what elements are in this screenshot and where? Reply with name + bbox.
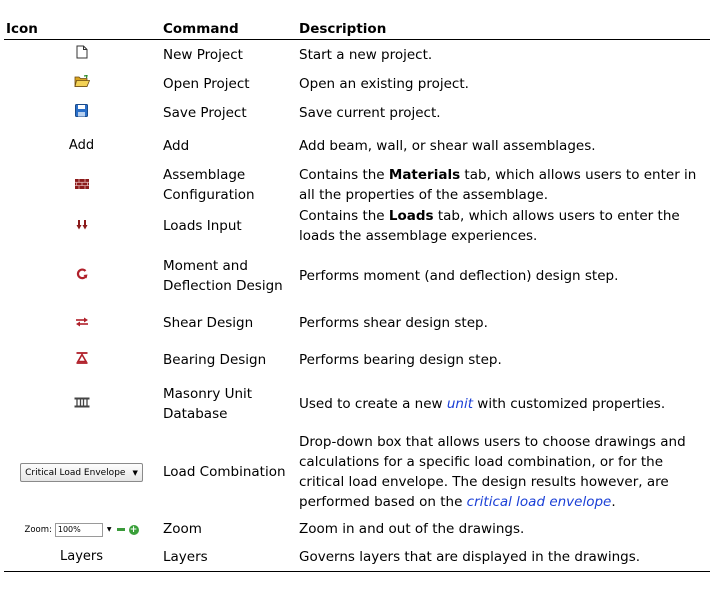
critical-load-envelope-link[interactable]: critical load envelope [466,493,612,510]
description-cell: Zoom in and out of the drawings. [299,520,525,537]
command-cell: Loads Input [163,217,242,234]
zoom-label: Zoom: [24,524,52,535]
command-cell: Load Combination [163,463,286,480]
chevron-down-icon[interactable]: ▼ [106,525,112,533]
description-cell: Contains the Materials tab, which allows users to enter in all the properties of the assemblage. [299,167,697,203]
table-row [4,206,710,246]
header-icon: Icon [6,21,38,37]
command-table [4,0,710,572]
description-cell: Save current project. [299,104,441,121]
table-row [4,379,710,429]
command-cell: Layers [163,548,208,565]
masonry-unit-icon[interactable] [74,394,90,414]
table-row [4,70,710,98]
description-cell: Used to create a new unit with customized properties. [299,395,666,412]
down-arrows-icon[interactable] [76,216,88,236]
table-row [4,306,710,341]
description-cell: Performs bearing design step. [299,351,502,368]
chevron-down-icon: ▼ [132,468,138,477]
command-cell: Moment and Deflection Design [163,257,283,294]
table-header-row [4,0,710,40]
command-cell: Zoom [163,520,202,537]
table-row [4,128,710,165]
description-cell: Performs shear design step. [299,315,488,331]
open-folder-icon[interactable] [74,74,90,94]
command-cell: Add [163,138,190,154]
description-cell: Open an existing project. [299,75,469,92]
command-cell: Bearing Design [163,351,267,368]
table-row [4,543,710,572]
load-combination-dropdown[interactable] [20,463,143,482]
description-cell: Performs moment (and deflection) design step. [299,267,619,284]
table-row [4,341,710,379]
layers-button[interactable]: Layers [59,548,104,564]
brick-wall-icon[interactable] [75,175,89,195]
command-cell: Open Project [163,75,250,92]
moment-arc-icon[interactable] [76,266,88,286]
table-row [4,40,710,70]
description-cell: Add beam, wall, or shear wall assemblages. [299,138,596,154]
table-row [4,515,710,543]
description-cell: Contains the Loads tab, which allows users to enter the loads the assemblage experiences. [299,207,680,244]
zoom-in-icon[interactable]: + [129,524,138,535]
description-cell: Drop-down box that allows users to choose drawings and calculations for a specific load combination, or for the critical load envelope. The design results however, are performed based on the critical load envelope. [299,433,686,510]
command-cell: Shear Design [163,315,254,331]
shear-arrows-icon[interactable] [75,313,89,333]
table-row [4,98,710,128]
command-cell: Assemblage Configuration [163,167,255,203]
zoom-out-icon[interactable] [117,528,125,531]
table-row [4,165,710,206]
dropdown-value: Critical Load Envelope [25,467,126,478]
command-cell: Masonry Unit Database [163,385,253,422]
unit-link[interactable]: unit [446,395,473,412]
add-button[interactable]: Add [68,138,95,153]
bearing-icon[interactable] [76,350,88,370]
command-cell: Save Project [163,104,247,121]
new-file-icon[interactable] [76,45,88,65]
save-disk-icon[interactable] [75,103,88,123]
table-row [4,429,710,515]
table-row [4,246,710,306]
command-cell: New Project [163,46,243,63]
description-cell: Governs layers that are displayed in the drawings. [299,548,641,565]
header-command: Command [163,21,239,37]
description-cell: Start a new project. [299,46,433,63]
zoom-select[interactable]: 100% [55,523,103,537]
zoom-control [25,520,139,540]
header-description: Description [299,21,387,37]
